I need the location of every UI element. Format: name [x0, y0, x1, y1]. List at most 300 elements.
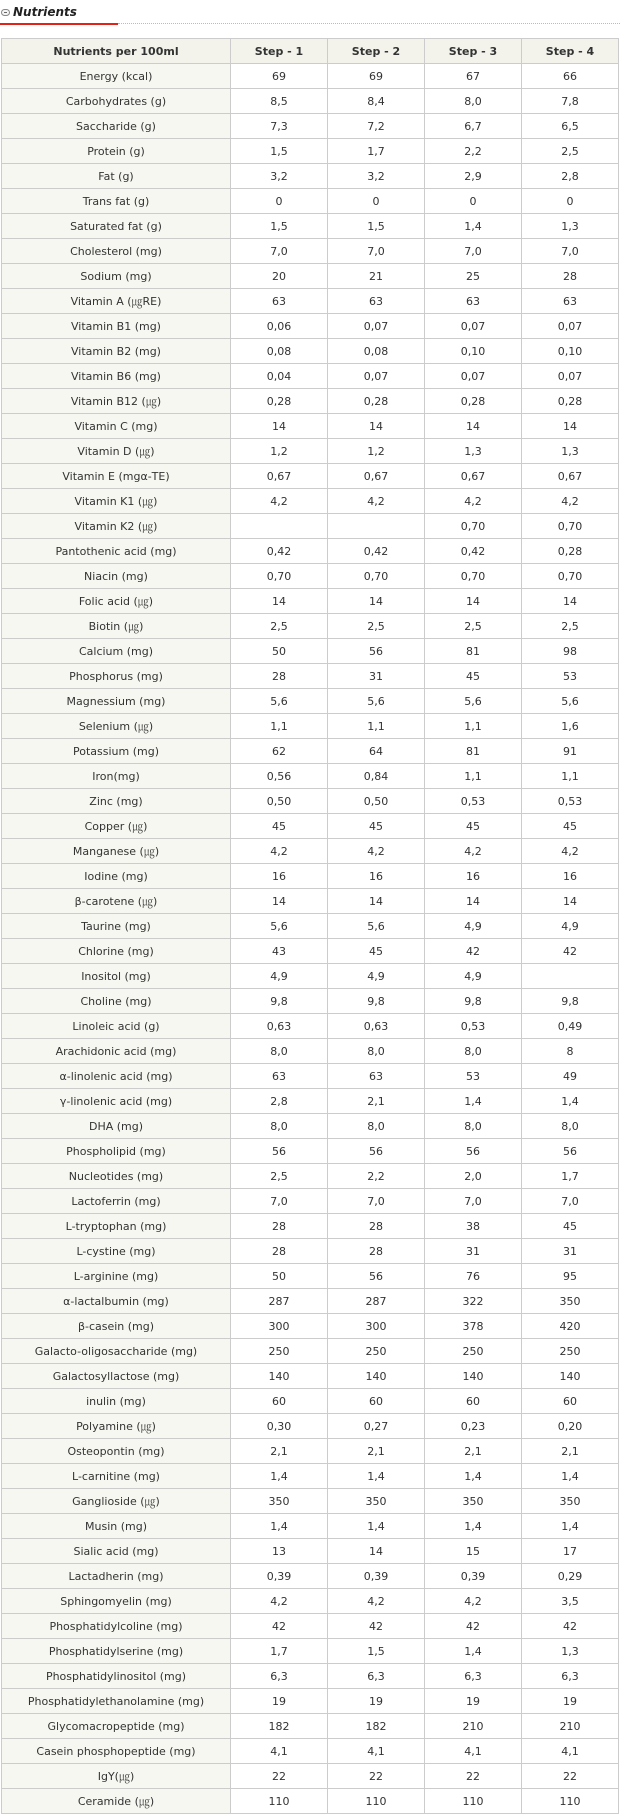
step-1-cell: 7,0	[231, 1189, 328, 1214]
table-row	[2, 1464, 619, 1489]
step-1-cell: 0,08	[231, 339, 328, 364]
step-3-cell: 210	[425, 1714, 522, 1739]
table-row	[2, 914, 619, 939]
step-2-cell: 0,50	[328, 789, 425, 814]
nutrients-table	[1, 38, 619, 1814]
heading-dotted-rule	[118, 23, 620, 24]
step-3-cell: 2,9	[425, 164, 522, 189]
step-3-cell: 8,0	[425, 1039, 522, 1064]
nutrient-name-cell: β-carotene (㎍)	[2, 889, 231, 914]
table-row	[2, 539, 619, 564]
table-row	[2, 1239, 619, 1264]
nutrient-name-cell: α-linolenic acid (mg)	[2, 1064, 231, 1089]
step-3-cell: 1,3	[425, 439, 522, 464]
nutrient-name-cell: Iodine (mg)	[2, 864, 231, 889]
step-1-cell: 0,56	[231, 764, 328, 789]
table-row	[2, 1489, 619, 1514]
step-4-cell: 14	[522, 889, 619, 914]
step-3-cell: 45	[425, 664, 522, 689]
step-1-cell: 69	[231, 64, 328, 89]
step-4-cell: 140	[522, 1364, 619, 1389]
step-3-cell: 0,07	[425, 364, 522, 389]
nutrient-name-cell: Lactoferrin (mg)	[2, 1189, 231, 1214]
table-row	[2, 839, 619, 864]
nutrient-name-cell: Selenium (㎍)	[2, 714, 231, 739]
step-4-cell: 7,0	[522, 239, 619, 264]
nutrient-name-cell: Manganese (㎍)	[2, 839, 231, 864]
step-1-cell: 42	[231, 1614, 328, 1639]
step-1-cell: 4,2	[231, 489, 328, 514]
step-2-cell: 8,0	[328, 1114, 425, 1139]
step-2-cell: 16	[328, 864, 425, 889]
nutrient-name-cell: Taurine (mg)	[2, 914, 231, 939]
step-3-cell: 4,2	[425, 839, 522, 864]
step-3-cell: 0,23	[425, 1414, 522, 1439]
step-3-cell: 322	[425, 1289, 522, 1314]
step-4-cell: 31	[522, 1239, 619, 1264]
step-2-cell: 8,0	[328, 1039, 425, 1064]
nutrient-name-cell: Sialic acid (mg)	[2, 1539, 231, 1564]
step-3-cell: 4,1	[425, 1739, 522, 1764]
step-2-cell: 0,63	[328, 1014, 425, 1039]
step-4-cell: 0,29	[522, 1564, 619, 1589]
nutrient-name-cell: Biotin (㎍)	[2, 614, 231, 639]
step-4-cell: 0,70	[522, 564, 619, 589]
step-4-cell: 95	[522, 1264, 619, 1289]
step-1-cell: 2,5	[231, 1164, 328, 1189]
step-1-cell: 28	[231, 1214, 328, 1239]
table-row	[2, 989, 619, 1014]
step-3-cell: 0	[425, 189, 522, 214]
step-4-cell: 42	[522, 939, 619, 964]
step-1-cell: 14	[231, 889, 328, 914]
nutrient-name-cell: Carbohydrates (g)	[2, 89, 231, 114]
step-2-cell: 4,2	[328, 1589, 425, 1614]
step-2-cell: 9,8	[328, 989, 425, 1014]
table-row	[2, 689, 619, 714]
step-2-cell: 8,4	[328, 89, 425, 114]
table-row	[2, 164, 619, 189]
nutrient-name-cell: Vitamin D (㎍)	[2, 439, 231, 464]
step-1-cell: 0,70	[231, 564, 328, 589]
step-4-cell: 0,28	[522, 389, 619, 414]
step-2-cell: 2,1	[328, 1439, 425, 1464]
step-3-cell: 38	[425, 1214, 522, 1239]
step-3-cell: 140	[425, 1364, 522, 1389]
table-row	[2, 339, 619, 364]
step-1-cell: 9,8	[231, 989, 328, 1014]
nutrient-name-cell: γ-linolenic acid (mg)	[2, 1089, 231, 1114]
table-row	[2, 1614, 619, 1639]
step-4-cell: 7,0	[522, 1189, 619, 1214]
step-2-cell: 7,0	[328, 1189, 425, 1214]
step-1-cell: 7,0	[231, 239, 328, 264]
step-2-cell: 14	[328, 889, 425, 914]
step-1-cell: 0,42	[231, 539, 328, 564]
step-3-cell: 45	[425, 814, 522, 839]
step-2-cell: 56	[328, 1139, 425, 1164]
step-4-cell: 6,3	[522, 1664, 619, 1689]
nutrient-name-cell: Sodium (mg)	[2, 264, 231, 289]
nutrient-name-cell: Energy (kcal)	[2, 64, 231, 89]
step-1-cell: 140	[231, 1364, 328, 1389]
step-1-cell: 8,5	[231, 89, 328, 114]
step-3-cell: 2,5	[425, 614, 522, 639]
table-row	[2, 664, 619, 689]
heading-underline	[0, 23, 118, 25]
step-3-cell: 350	[425, 1489, 522, 1514]
step-3-cell: 1,4	[425, 1089, 522, 1114]
step-1-cell: 4,9	[231, 964, 328, 989]
step-4-cell: 0,49	[522, 1014, 619, 1039]
table-row	[2, 1014, 619, 1039]
step-3-cell: 0,53	[425, 789, 522, 814]
step-2-cell: 4,2	[328, 489, 425, 514]
step-4-cell: 350	[522, 1289, 619, 1314]
step-2-cell: 3,2	[328, 164, 425, 189]
step-4-cell: 0,07	[522, 364, 619, 389]
nutrient-name-cell: Niacin (mg)	[2, 564, 231, 589]
step-1-cell: 28	[231, 664, 328, 689]
step-1-cell: 28	[231, 1239, 328, 1264]
step-3-cell: 250	[425, 1339, 522, 1364]
step-4-cell: 4,2	[522, 839, 619, 864]
step-4-cell: 1,4	[522, 1464, 619, 1489]
step-1-cell: 1,4	[231, 1464, 328, 1489]
step-2-cell: 31	[328, 664, 425, 689]
step-2-cell: 22	[328, 1764, 425, 1789]
step-1-cell: 22	[231, 1764, 328, 1789]
nutrient-name-cell: Galactosyllactose (mg)	[2, 1364, 231, 1389]
step-2-cell: 7,0	[328, 239, 425, 264]
table-row	[2, 1139, 619, 1164]
step-2-cell: 1,1	[328, 714, 425, 739]
table-row	[2, 289, 619, 314]
nutrient-name-cell: Saturated fat (g)	[2, 214, 231, 239]
step-1-cell: 4,2	[231, 839, 328, 864]
section-heading	[0, 0, 620, 26]
table-row	[2, 1664, 619, 1689]
step-2-cell: 0,42	[328, 539, 425, 564]
nutrient-name-cell: Linoleic acid (g)	[2, 1014, 231, 1039]
nutrient-name-cell: Calcium (mg)	[2, 639, 231, 664]
nutrient-name-cell: Copper (㎍)	[2, 814, 231, 839]
step-3-cell: 2,2	[425, 139, 522, 164]
step-1-cell: 5,6	[231, 689, 328, 714]
step-4-cell: 17	[522, 1539, 619, 1564]
table-row	[2, 1164, 619, 1189]
step-2-cell: 28	[328, 1239, 425, 1264]
header-step-3: Step - 3	[425, 39, 522, 64]
step-3-cell: 56	[425, 1139, 522, 1164]
step-4-cell: 66	[522, 64, 619, 89]
step-3-cell: 9,8	[425, 989, 522, 1014]
step-4-cell: 42	[522, 1614, 619, 1639]
nutrient-name-cell: Musin (mg)	[2, 1514, 231, 1539]
nutrient-name-cell: Zinc (mg)	[2, 789, 231, 814]
step-4-cell: 1,6	[522, 714, 619, 739]
step-1-cell: 63	[231, 289, 328, 314]
step-4-cell: 7,8	[522, 89, 619, 114]
nutrient-name-cell: Glycomacropeptide (mg)	[2, 1714, 231, 1739]
step-4-cell: 14	[522, 414, 619, 439]
step-3-cell: 42	[425, 1614, 522, 1639]
step-3-cell: 4,2	[425, 489, 522, 514]
step-2-cell: 110	[328, 1789, 425, 1814]
step-2-cell: 56	[328, 639, 425, 664]
nutrient-name-cell: inulin (mg)	[2, 1389, 231, 1414]
step-1-cell: 62	[231, 739, 328, 764]
table-row	[2, 589, 619, 614]
step-4-cell: 45	[522, 814, 619, 839]
table-row	[2, 414, 619, 439]
step-4-cell: 2,5	[522, 614, 619, 639]
step-1-cell: 4,2	[231, 1589, 328, 1614]
table-row	[2, 189, 619, 214]
nutrient-name-cell: Nucleotides (mg)	[2, 1164, 231, 1189]
header-step-4: Step - 4	[522, 39, 619, 64]
nutrient-name-cell: Polyamine (㎍)	[2, 1414, 231, 1439]
table-row	[2, 439, 619, 464]
step-4-cell: 9,8	[522, 989, 619, 1014]
table-row	[2, 464, 619, 489]
step-3-cell: 14	[425, 589, 522, 614]
table-row	[2, 389, 619, 414]
step-1-cell: 14	[231, 414, 328, 439]
step-4-cell: 4,9	[522, 914, 619, 939]
step-4-cell: 8,0	[522, 1114, 619, 1139]
nutrient-name-cell: Phosphatidylcoline (mg)	[2, 1614, 231, 1639]
step-1-cell: 7,3	[231, 114, 328, 139]
table-row	[2, 1314, 619, 1339]
step-3-cell: 378	[425, 1314, 522, 1339]
step-4-cell: 2,5	[522, 139, 619, 164]
step-1-cell: 43	[231, 939, 328, 964]
step-3-cell: 22	[425, 1764, 522, 1789]
step-2-cell: 56	[328, 1264, 425, 1289]
table-row	[2, 1089, 619, 1114]
step-1-cell: 250	[231, 1339, 328, 1364]
step-2-cell: 2,5	[328, 614, 425, 639]
step-4-cell: 1,3	[522, 1639, 619, 1664]
step-3-cell: 31	[425, 1239, 522, 1264]
table-row	[2, 314, 619, 339]
step-3-cell: 6,7	[425, 114, 522, 139]
nutrient-name-cell: Phosphatidylethanolamine (mg)	[2, 1689, 231, 1714]
step-4-cell: 250	[522, 1339, 619, 1364]
step-2-cell: 63	[328, 289, 425, 314]
step-2-cell: 19	[328, 1689, 425, 1714]
step-2-cell: 42	[328, 1614, 425, 1639]
step-4-cell: 45	[522, 1214, 619, 1239]
step-2-cell: 45	[328, 939, 425, 964]
step-1-cell	[231, 514, 328, 539]
step-3-cell: 1,4	[425, 214, 522, 239]
nutrient-name-cell: Sphingomyelin (mg)	[2, 1589, 231, 1614]
step-3-cell: 67	[425, 64, 522, 89]
table-row	[2, 1289, 619, 1314]
step-4-cell: 56	[522, 1139, 619, 1164]
section-title: Nutrients	[13, 5, 77, 19]
step-3-cell: 0,42	[425, 539, 522, 564]
step-3-cell: 0,39	[425, 1564, 522, 1589]
table-row	[2, 239, 619, 264]
step-3-cell: 63	[425, 289, 522, 314]
table-row	[2, 489, 619, 514]
step-2-cell: 287	[328, 1289, 425, 1314]
nutrient-name-cell: Phospholipid (mg)	[2, 1139, 231, 1164]
step-3-cell: 7,0	[425, 239, 522, 264]
nutrient-name-cell: Iron(mg)	[2, 764, 231, 789]
step-4-cell	[522, 964, 619, 989]
step-2-cell	[328, 514, 425, 539]
step-2-cell: 0,28	[328, 389, 425, 414]
nutrient-name-cell: Fat (g)	[2, 164, 231, 189]
step-2-cell: 60	[328, 1389, 425, 1414]
nutrient-name-cell: DHA (mg)	[2, 1114, 231, 1139]
step-2-cell: 0	[328, 189, 425, 214]
step-3-cell: 1,1	[425, 714, 522, 739]
step-4-cell: 6,5	[522, 114, 619, 139]
step-3-cell: 8,0	[425, 1114, 522, 1139]
table-row	[2, 1264, 619, 1289]
step-1-cell: 50	[231, 1264, 328, 1289]
step-1-cell: 1,7	[231, 1639, 328, 1664]
table-row	[2, 364, 619, 389]
step-4-cell: 0,67	[522, 464, 619, 489]
step-3-cell: 19	[425, 1689, 522, 1714]
nutrient-name-cell: L-cystine (mg)	[2, 1239, 231, 1264]
step-3-cell: 76	[425, 1264, 522, 1289]
step-3-cell: 42	[425, 939, 522, 964]
step-1-cell: 45	[231, 814, 328, 839]
step-3-cell: 4,2	[425, 1589, 522, 1614]
step-3-cell: 0,10	[425, 339, 522, 364]
step-4-cell: 98	[522, 639, 619, 664]
step-2-cell: 14	[328, 414, 425, 439]
step-2-cell: 69	[328, 64, 425, 89]
step-4-cell: 3,5	[522, 1589, 619, 1614]
table-row	[2, 1439, 619, 1464]
step-2-cell: 1,2	[328, 439, 425, 464]
step-4-cell: 1,3	[522, 439, 619, 464]
nutrient-name-cell: Vitamin B1 (mg)	[2, 314, 231, 339]
table-row	[2, 889, 619, 914]
step-3-cell: 1,1	[425, 764, 522, 789]
step-3-cell: 81	[425, 739, 522, 764]
nutrient-name-cell: Vitamin C (mg)	[2, 414, 231, 439]
step-2-cell: 0,67	[328, 464, 425, 489]
step-2-cell: 0,08	[328, 339, 425, 364]
step-2-cell: 7,2	[328, 114, 425, 139]
nutrient-name-cell: Protein (g)	[2, 139, 231, 164]
step-3-cell: 110	[425, 1789, 522, 1814]
step-1-cell: 287	[231, 1289, 328, 1314]
table-row	[2, 614, 619, 639]
table-row	[2, 139, 619, 164]
step-4-cell: 16	[522, 864, 619, 889]
step-1-cell: 2,1	[231, 1439, 328, 1464]
table-row	[2, 939, 619, 964]
table-row	[2, 214, 619, 239]
nutrient-name-cell: L-tryptophan (mg)	[2, 1214, 231, 1239]
table-row	[2, 1189, 619, 1214]
step-1-cell: 0,39	[231, 1564, 328, 1589]
step-2-cell: 63	[328, 1064, 425, 1089]
step-4-cell: 28	[522, 264, 619, 289]
step-3-cell: 2,1	[425, 1439, 522, 1464]
step-1-cell: 6,3	[231, 1664, 328, 1689]
step-2-cell: 14	[328, 1539, 425, 1564]
step-1-cell: 1,1	[231, 714, 328, 739]
table-row	[2, 1339, 619, 1364]
nutrient-name-cell: Casein phosphopeptide (mg)	[2, 1739, 231, 1764]
step-2-cell: 0,07	[328, 314, 425, 339]
table-row	[2, 1789, 619, 1814]
nutrient-name-cell: Choline (mg)	[2, 989, 231, 1014]
step-1-cell: 110	[231, 1789, 328, 1814]
step-2-cell: 300	[328, 1314, 425, 1339]
step-1-cell: 13	[231, 1539, 328, 1564]
nutrient-name-cell: Vitamin A (㎍RE)	[2, 289, 231, 314]
nutrient-name-cell: Vitamin E (mgα-TE)	[2, 464, 231, 489]
step-1-cell: 8,0	[231, 1114, 328, 1139]
nutrient-name-cell: Chlorine (mg)	[2, 939, 231, 964]
step-2-cell: 0,84	[328, 764, 425, 789]
step-2-cell: 14	[328, 589, 425, 614]
step-4-cell: 14	[522, 589, 619, 614]
table-row	[2, 1114, 619, 1139]
table-row	[2, 1064, 619, 1089]
step-4-cell: 0,07	[522, 314, 619, 339]
step-2-cell: 0,07	[328, 364, 425, 389]
nutrient-name-cell: Vitamin K1 (㎍)	[2, 489, 231, 514]
nutrient-name-cell: L-carnitine (mg)	[2, 1464, 231, 1489]
nutrient-name-cell: α-lactalbumin (mg)	[2, 1289, 231, 1314]
nutrient-name-cell: Phosphatidylinositol (mg)	[2, 1664, 231, 1689]
step-3-cell: 2,0	[425, 1164, 522, 1189]
step-2-cell: 1,5	[328, 1639, 425, 1664]
step-3-cell: 15	[425, 1539, 522, 1564]
step-4-cell: 8	[522, 1039, 619, 1064]
table-row	[2, 639, 619, 664]
table-body	[2, 64, 619, 1814]
step-1-cell: 60	[231, 1389, 328, 1414]
table-row	[2, 1714, 619, 1739]
step-2-cell: 5,6	[328, 689, 425, 714]
step-2-cell: 45	[328, 814, 425, 839]
step-4-cell: 1,4	[522, 1514, 619, 1539]
table-row	[2, 814, 619, 839]
nutrient-name-cell: Arachidonic acid (mg)	[2, 1039, 231, 1064]
step-4-cell: 1,4	[522, 1089, 619, 1114]
nutrient-name-cell: Ceramide (㎍)	[2, 1789, 231, 1814]
step-3-cell: 0,70	[425, 514, 522, 539]
step-4-cell: 0,28	[522, 539, 619, 564]
step-4-cell: 110	[522, 1789, 619, 1814]
table-row	[2, 64, 619, 89]
nutrient-name-cell: Folic acid (㎍)	[2, 589, 231, 614]
step-3-cell: 4,9	[425, 914, 522, 939]
table-row	[2, 264, 619, 289]
step-4-cell: 0	[522, 189, 619, 214]
step-3-cell: 0,28	[425, 389, 522, 414]
step-4-cell: 1,7	[522, 1164, 619, 1189]
table-row	[2, 89, 619, 114]
step-3-cell: 0,53	[425, 1014, 522, 1039]
step-4-cell: 0,10	[522, 339, 619, 364]
step-1-cell: 0,30	[231, 1414, 328, 1439]
